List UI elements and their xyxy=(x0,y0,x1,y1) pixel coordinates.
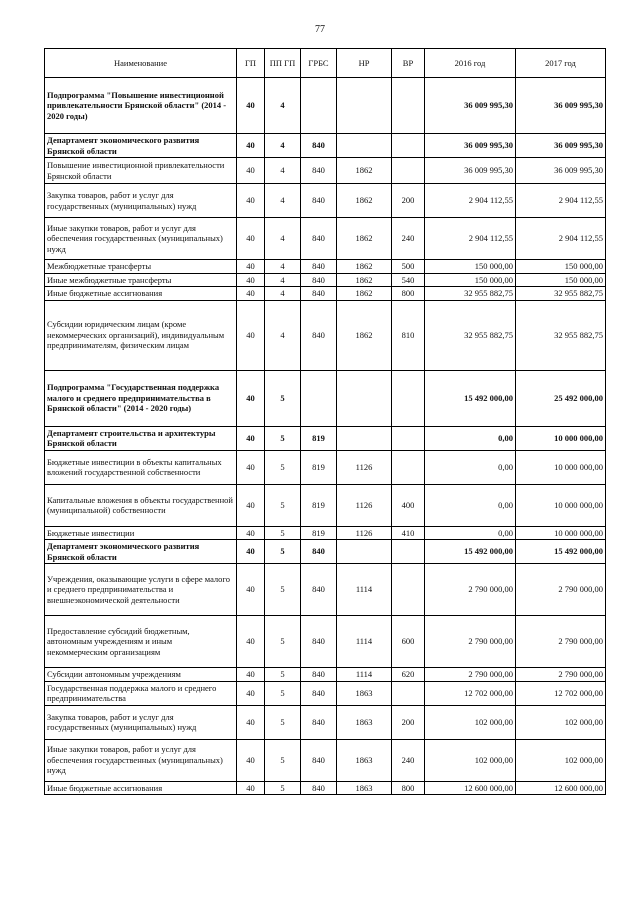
cell-2017: 36 009 995,30 xyxy=(516,78,606,134)
table-row xyxy=(45,450,606,484)
cell-vr xyxy=(392,681,425,705)
cell-vr xyxy=(392,158,425,184)
column-header-grbs: ГРБС xyxy=(301,49,337,78)
cell-2016: 102 000,00 xyxy=(425,739,516,781)
cell-2017: 2 904 112,55 xyxy=(516,218,606,260)
cell-nr xyxy=(337,426,392,450)
table-row xyxy=(45,158,606,184)
cell-grbs: 840 xyxy=(301,564,337,616)
table-row xyxy=(45,681,606,705)
cell-vr: 500 xyxy=(392,260,425,274)
cell-vr: 200 xyxy=(392,705,425,739)
cell-ppgp: 4 xyxy=(265,78,301,134)
cell-gp: 40 xyxy=(237,564,265,616)
cell-2017: 25 492 000,00 xyxy=(516,370,606,426)
cell-2016: 36 009 995,30 xyxy=(425,158,516,184)
cell-2017: 10 000 000,00 xyxy=(516,426,606,450)
cell-ppgp: 4 xyxy=(265,287,301,301)
cell-name: Закупка товаров, работ и услуг для государственных (муниципальных) нужд xyxy=(45,184,237,218)
cell-vr: 620 xyxy=(392,668,425,682)
column-header-ppgp: ПП ГП xyxy=(265,49,301,78)
cell-nr: 1126 xyxy=(337,450,392,484)
cell-gp: 40 xyxy=(237,426,265,450)
cell-ppgp: 5 xyxy=(265,781,301,795)
cell-2016: 15 492 000,00 xyxy=(425,540,516,564)
cell-ppgp: 5 xyxy=(265,668,301,682)
cell-2016: 2 904 112,55 xyxy=(425,218,516,260)
cell-2016: 0,00 xyxy=(425,450,516,484)
cell-ppgp: 4 xyxy=(265,134,301,158)
table-row xyxy=(45,526,606,540)
cell-ppgp: 5 xyxy=(265,484,301,526)
cell-ppgp: 4 xyxy=(265,158,301,184)
cell-2017: 102 000,00 xyxy=(516,705,606,739)
cell-name: Межбюджетные трансферты xyxy=(45,260,237,274)
table-row xyxy=(45,781,606,795)
table-row xyxy=(45,260,606,274)
cell-nr: 1862 xyxy=(337,158,392,184)
cell-2016: 2 790 000,00 xyxy=(425,564,516,616)
cell-nr xyxy=(337,78,392,134)
cell-grbs: 840 xyxy=(301,616,337,668)
cell-gp: 40 xyxy=(237,705,265,739)
cell-vr xyxy=(392,134,425,158)
table-row xyxy=(45,426,606,450)
table-row xyxy=(45,540,606,564)
cell-name: Департамент экономического развития Брянской области xyxy=(45,540,237,564)
cell-name: Подпрограмма "Государственная поддержка малого и среднего предпринимательства в Брянской области" (2014 - 2020 годы) xyxy=(45,370,237,426)
cell-2017: 36 009 995,30 xyxy=(516,158,606,184)
cell-nr xyxy=(337,134,392,158)
cell-name: Бюджетные инвестиции xyxy=(45,526,237,540)
cell-grbs: 840 xyxy=(301,540,337,564)
cell-nr: 1863 xyxy=(337,739,392,781)
cell-grbs xyxy=(301,78,337,134)
cell-grbs: 840 xyxy=(301,300,337,370)
cell-ppgp: 5 xyxy=(265,616,301,668)
cell-nr: 1862 xyxy=(337,260,392,274)
cell-2016: 2 790 000,00 xyxy=(425,668,516,682)
cell-2017: 150 000,00 xyxy=(516,260,606,274)
cell-2016: 2 790 000,00 xyxy=(425,616,516,668)
cell-name: Департамент строительства и архитектуры Брянской области xyxy=(45,426,237,450)
cell-vr: 200 xyxy=(392,184,425,218)
cell-ppgp: 5 xyxy=(265,564,301,616)
cell-gp: 40 xyxy=(237,681,265,705)
cell-ppgp: 4 xyxy=(265,184,301,218)
cell-gp: 40 xyxy=(237,540,265,564)
table-row xyxy=(45,300,606,370)
cell-ppgp: 5 xyxy=(265,705,301,739)
cell-vr: 800 xyxy=(392,287,425,301)
cell-gp: 40 xyxy=(237,781,265,795)
cell-vr: 410 xyxy=(392,526,425,540)
cell-gp: 40 xyxy=(237,616,265,668)
page-number: 77 xyxy=(315,24,325,35)
cell-name: Иные бюджетные ассигнования xyxy=(45,287,237,301)
cell-vr: 540 xyxy=(392,273,425,287)
cell-name: Капитальные вложения в объекты государственной (муниципальной) собственности xyxy=(45,484,237,526)
cell-2016: 150 000,00 xyxy=(425,260,516,274)
cell-gp: 40 xyxy=(237,218,265,260)
cell-name: Иные бюджетные ассигнования xyxy=(45,781,237,795)
cell-vr: 400 xyxy=(392,484,425,526)
cell-2016: 150 000,00 xyxy=(425,273,516,287)
cell-2016: 0,00 xyxy=(425,526,516,540)
cell-2016: 12 702 000,00 xyxy=(425,681,516,705)
cell-ppgp: 4 xyxy=(265,273,301,287)
table-row xyxy=(45,78,606,134)
cell-name: Субсидии автономным учреждениям xyxy=(45,668,237,682)
table-row xyxy=(45,564,606,616)
cell-gp: 40 xyxy=(237,158,265,184)
cell-nr: 1862 xyxy=(337,300,392,370)
cell-ppgp: 4 xyxy=(265,260,301,274)
cell-grbs: 840 xyxy=(301,739,337,781)
cell-2016: 12 600 000,00 xyxy=(425,781,516,795)
cell-gp: 40 xyxy=(237,260,265,274)
cell-gp: 40 xyxy=(237,273,265,287)
cell-gp: 40 xyxy=(237,184,265,218)
column-header-2017: 2017 год xyxy=(516,49,606,78)
cell-name: Учреждения, оказывающие услуги в сфере малого и среднего предпринимательства и внешнеэкономической деятельности xyxy=(45,564,237,616)
cell-ppgp: 5 xyxy=(265,526,301,540)
cell-nr xyxy=(337,370,392,426)
cell-2016: 0,00 xyxy=(425,484,516,526)
cell-grbs: 840 xyxy=(301,287,337,301)
cell-vr: 600 xyxy=(392,616,425,668)
cell-name: Бюджетные инвестиции в объекты капитальных вложений государственной собственности xyxy=(45,450,237,484)
cell-2017: 10 000 000,00 xyxy=(516,484,606,526)
table-row xyxy=(45,184,606,218)
cell-vr xyxy=(392,564,425,616)
cell-ppgp: 5 xyxy=(265,450,301,484)
cell-ppgp: 5 xyxy=(265,540,301,564)
cell-nr: 1862 xyxy=(337,218,392,260)
cell-nr xyxy=(337,540,392,564)
cell-gp: 40 xyxy=(237,484,265,526)
cell-gp: 40 xyxy=(237,300,265,370)
column-header-name: Наименование xyxy=(45,49,237,78)
cell-2016: 36 009 995,30 xyxy=(425,78,516,134)
cell-nr: 1862 xyxy=(337,287,392,301)
cell-vr xyxy=(392,370,425,426)
cell-grbs: 840 xyxy=(301,781,337,795)
column-header-nr: НР xyxy=(337,49,392,78)
cell-2016: 36 009 995,30 xyxy=(425,134,516,158)
cell-vr: 240 xyxy=(392,739,425,781)
budget-table xyxy=(44,48,606,795)
column-header-2016: 2016 год xyxy=(425,49,516,78)
table-body xyxy=(45,78,606,795)
cell-name: Иные закупки товаров, работ и услуг для обеспечения государственных (муниципальных) нужд xyxy=(45,218,237,260)
cell-vr: 810 xyxy=(392,300,425,370)
cell-2017: 10 000 000,00 xyxy=(516,526,606,540)
cell-name: Повышение инвестиционной привлекательности Брянской области xyxy=(45,158,237,184)
cell-nr: 1862 xyxy=(337,273,392,287)
table-row xyxy=(45,616,606,668)
cell-2016: 32 955 882,75 xyxy=(425,300,516,370)
cell-grbs: 840 xyxy=(301,134,337,158)
cell-nr: 1114 xyxy=(337,668,392,682)
cell-vr xyxy=(392,426,425,450)
cell-nr: 1863 xyxy=(337,781,392,795)
table-row xyxy=(45,739,606,781)
cell-name: Департамент экономического развития Брянской области xyxy=(45,134,237,158)
cell-gp: 40 xyxy=(237,450,265,484)
table-row xyxy=(45,484,606,526)
cell-vr xyxy=(392,78,425,134)
cell-nr: 1863 xyxy=(337,681,392,705)
cell-name: Предоставление субсидий бюджетным, автономным учреждениям и иным некоммерческим организациям xyxy=(45,616,237,668)
cell-2017: 150 000,00 xyxy=(516,273,606,287)
cell-name: Государственная поддержка малого и среднего предпринимательства xyxy=(45,681,237,705)
cell-gp: 40 xyxy=(237,739,265,781)
cell-name: Иные закупки товаров, работ и услуг для обеспечения государственных (муниципальных) нужд xyxy=(45,739,237,781)
cell-grbs: 840 xyxy=(301,273,337,287)
cell-gp: 40 xyxy=(237,370,265,426)
cell-2016: 2 904 112,55 xyxy=(425,184,516,218)
cell-2016: 15 492 000,00 xyxy=(425,370,516,426)
table-row xyxy=(45,705,606,739)
cell-2016: 32 955 882,75 xyxy=(425,287,516,301)
cell-2017: 2 790 000,00 xyxy=(516,616,606,668)
table-header-row xyxy=(45,49,606,78)
cell-nr: 1862 xyxy=(337,184,392,218)
cell-gp: 40 xyxy=(237,78,265,134)
cell-2017: 32 955 882,75 xyxy=(516,287,606,301)
table-row xyxy=(45,668,606,682)
cell-grbs: 819 xyxy=(301,526,337,540)
cell-name: Подпрограмма "Повышение инвестиционной привлекательности Брянской области" (2014 - 2020 годы) xyxy=(45,78,237,134)
column-header-vr: ВР xyxy=(392,49,425,78)
cell-gp: 40 xyxy=(237,287,265,301)
cell-nr: 1114 xyxy=(337,564,392,616)
table-row xyxy=(45,218,606,260)
cell-2017: 2 790 000,00 xyxy=(516,564,606,616)
cell-name: Закупка товаров, работ и услуг для государственных (муниципальных) нужд xyxy=(45,705,237,739)
cell-ppgp: 5 xyxy=(265,681,301,705)
cell-vr xyxy=(392,540,425,564)
cell-grbs: 840 xyxy=(301,218,337,260)
cell-vr xyxy=(392,450,425,484)
cell-2017: 102 000,00 xyxy=(516,739,606,781)
cell-grbs: 840 xyxy=(301,184,337,218)
cell-nr: 1126 xyxy=(337,526,392,540)
cell-ppgp: 5 xyxy=(265,426,301,450)
cell-gp: 40 xyxy=(237,668,265,682)
cell-2017: 2 904 112,55 xyxy=(516,184,606,218)
cell-nr: 1114 xyxy=(337,616,392,668)
table-row xyxy=(45,134,606,158)
cell-grbs: 840 xyxy=(301,260,337,274)
cell-2017: 36 009 995,30 xyxy=(516,134,606,158)
cell-vr: 800 xyxy=(392,781,425,795)
cell-nr: 1863 xyxy=(337,705,392,739)
cell-2017: 2 790 000,00 xyxy=(516,668,606,682)
cell-2017: 12 600 000,00 xyxy=(516,781,606,795)
cell-grbs: 840 xyxy=(301,681,337,705)
column-header-gp: ГП xyxy=(237,49,265,78)
cell-ppgp: 5 xyxy=(265,739,301,781)
cell-vr: 240 xyxy=(392,218,425,260)
cell-ppgp: 5 xyxy=(265,370,301,426)
cell-grbs: 819 xyxy=(301,450,337,484)
cell-nr: 1126 xyxy=(337,484,392,526)
cell-gp: 40 xyxy=(237,134,265,158)
cell-2016: 102 000,00 xyxy=(425,705,516,739)
cell-2017: 15 492 000,00 xyxy=(516,540,606,564)
table-row xyxy=(45,273,606,287)
cell-ppgp: 4 xyxy=(265,218,301,260)
table-row xyxy=(45,370,606,426)
cell-2017: 10 000 000,00 xyxy=(516,450,606,484)
cell-2016: 0,00 xyxy=(425,426,516,450)
cell-grbs: 819 xyxy=(301,426,337,450)
cell-grbs: 840 xyxy=(301,668,337,682)
table-row xyxy=(45,287,606,301)
cell-grbs: 840 xyxy=(301,705,337,739)
cell-2017: 32 955 882,75 xyxy=(516,300,606,370)
cell-name: Субсидии юридическим лицам (кроме некоммерческих организаций), индивидуальным предпринимателям, физическим лицам xyxy=(45,300,237,370)
cell-grbs: 840 xyxy=(301,158,337,184)
cell-grbs xyxy=(301,370,337,426)
cell-ppgp: 4 xyxy=(265,300,301,370)
cell-name: Иные межбюджетные трансферты xyxy=(45,273,237,287)
cell-grbs: 819 xyxy=(301,484,337,526)
cell-2017: 12 702 000,00 xyxy=(516,681,606,705)
cell-gp: 40 xyxy=(237,526,265,540)
